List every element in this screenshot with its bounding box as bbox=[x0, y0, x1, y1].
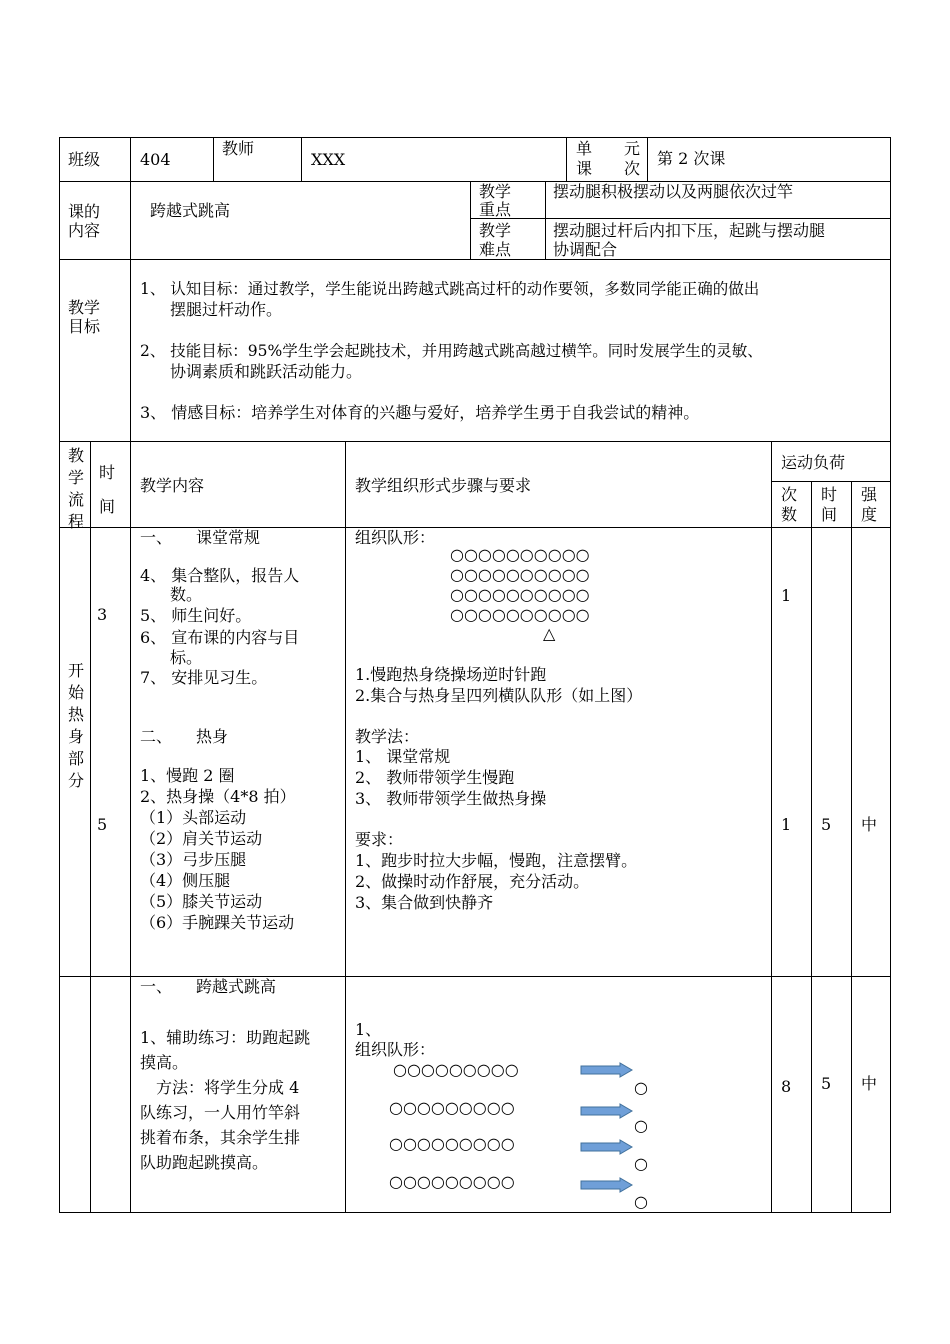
difficulty-2: 协调配合 bbox=[553, 240, 618, 259]
part1-name: 开 始 热 身 部 分 bbox=[68, 661, 85, 790]
arrow-right-icon bbox=[580, 1062, 634, 1078]
unit-label: 单 元 bbox=[576, 139, 641, 158]
line-v-dur bbox=[851, 481, 852, 1213]
teacher-triangle-icon: △ bbox=[543, 624, 556, 643]
line-v-count bbox=[811, 481, 812, 1213]
arrow-right-icon bbox=[580, 1139, 634, 1155]
col-org: 教学组织形式步骤与要求 bbox=[355, 476, 532, 495]
pole-holder: ○ bbox=[634, 1116, 648, 1135]
col-time: 时 间 bbox=[99, 463, 116, 516]
goal-1b: 摆腿过杆动作。 bbox=[170, 300, 283, 319]
line-content-bottom bbox=[59, 259, 891, 260]
part1-org-title: 组织队形： bbox=[355, 528, 436, 547]
line-v-org bbox=[771, 441, 772, 1213]
line-v-label bbox=[130, 137, 131, 441]
col-load: 运动负荷 bbox=[781, 453, 846, 472]
formation-row: ○○○○○○○○○○ bbox=[450, 605, 590, 624]
part2-count: 8 bbox=[781, 1077, 792, 1096]
line-v-content bbox=[345, 441, 346, 1213]
goal-2b: 协调素质和跳跃活动能力。 bbox=[170, 362, 363, 381]
key-label-2: 重点 bbox=[479, 200, 512, 219]
arrow-right-icon bbox=[580, 1177, 634, 1193]
class-value: 404 bbox=[140, 150, 171, 169]
key-label-1: 教学 bbox=[479, 182, 512, 201]
teacher-label: 教师 bbox=[222, 139, 255, 158]
diff-label-2: 难点 bbox=[479, 240, 512, 259]
formation-row: ○○○○○○○○○○ bbox=[450, 585, 590, 604]
jump-row: ○○○○○○○○○ bbox=[389, 1134, 515, 1153]
line-left bbox=[59, 137, 60, 1213]
goals-label-1: 教学 bbox=[68, 298, 101, 317]
content-label-2: 内容 bbox=[68, 221, 101, 240]
line-v-unit-l bbox=[566, 137, 567, 181]
lesson-content: 跨越式跳高 bbox=[150, 201, 231, 220]
jump-row: ○○○○○○○○○ bbox=[389, 1172, 515, 1191]
pole-holder: ○ bbox=[634, 1192, 648, 1211]
col-dur: 时 间 bbox=[821, 485, 838, 524]
line-v-key-r bbox=[545, 181, 546, 259]
line-top bbox=[59, 137, 891, 138]
line-key-diff bbox=[470, 218, 891, 219]
jump-row: ○○○○○○○○○ bbox=[389, 1098, 515, 1117]
goal-1a: 1、 认知目标：通过教学，学生能说出跨越式跳高过杆的动作要领，多数同学能正确的做出 bbox=[140, 280, 760, 298]
pole-holder: ○ bbox=[634, 1078, 648, 1097]
teacher-value: XXX bbox=[311, 150, 346, 169]
part1-time-a: 3 bbox=[97, 605, 108, 624]
arrow-right-icon bbox=[580, 1103, 634, 1119]
line-v-teacher-r bbox=[301, 137, 302, 181]
part1-count-a: 1 bbox=[781, 586, 792, 605]
line-v-key-l bbox=[470, 181, 471, 259]
col-content: 教学内容 bbox=[140, 476, 205, 495]
difficulty-1: 摆动腿过杆后内扣下压，起跳与摆动腿 bbox=[553, 221, 826, 240]
session-value: 第 2 次课 bbox=[657, 149, 726, 168]
line-v-teacher-l bbox=[213, 137, 214, 181]
part2-org-num: 1、 bbox=[355, 1020, 382, 1039]
part1-time-b: 5 bbox=[97, 815, 108, 834]
part2-intensity: 中 bbox=[861, 1074, 878, 1093]
part1-dur-b: 5 bbox=[821, 815, 832, 834]
pole-holder: ○ bbox=[634, 1154, 648, 1173]
line-right bbox=[890, 137, 891, 1213]
part1-intensity-b: 中 bbox=[861, 815, 878, 834]
col-flow: 教 学 流 程 bbox=[68, 446, 85, 531]
goals-label-2: 目标 bbox=[68, 317, 101, 336]
key-point: 摆动腿积极摆动以及两腿依次过竿 bbox=[553, 182, 794, 201]
line-load-sub bbox=[771, 481, 891, 482]
part1-count-b: 1 bbox=[781, 815, 792, 834]
jump-row: ○○○○○○○○○ bbox=[393, 1060, 519, 1079]
line-part2-bottom bbox=[59, 1212, 891, 1213]
goal-3: 3、 情感目标：培养学生对体育的兴趣与爱好，培养学生勇于自我尝试的精神。 bbox=[140, 403, 700, 422]
line-v-flow bbox=[90, 441, 91, 1213]
part2-dur: 5 bbox=[821, 1074, 832, 1093]
part2-org-title: 组织队形： bbox=[355, 1040, 436, 1059]
line-v-time bbox=[130, 441, 131, 1213]
formation-row: ○○○○○○○○○○ bbox=[450, 545, 590, 564]
line-v-unit-r bbox=[647, 137, 648, 181]
session-label: 课 次 bbox=[576, 159, 641, 178]
line-goals-bottom bbox=[59, 441, 891, 442]
col-count: 次 数 bbox=[781, 485, 798, 524]
content-label-1: 课的 bbox=[68, 202, 101, 221]
col-intensity: 强 度 bbox=[861, 485, 878, 524]
diff-label-1: 教学 bbox=[479, 221, 512, 240]
class-label: 班级 bbox=[68, 150, 101, 169]
goal-2a: 2、 技能目标：95%学生学会起跳技术，并用跨越式跳高越过横竿。同时发展学生的灵敏、 bbox=[140, 342, 763, 360]
formation-row: ○○○○○○○○○○ bbox=[450, 565, 590, 584]
